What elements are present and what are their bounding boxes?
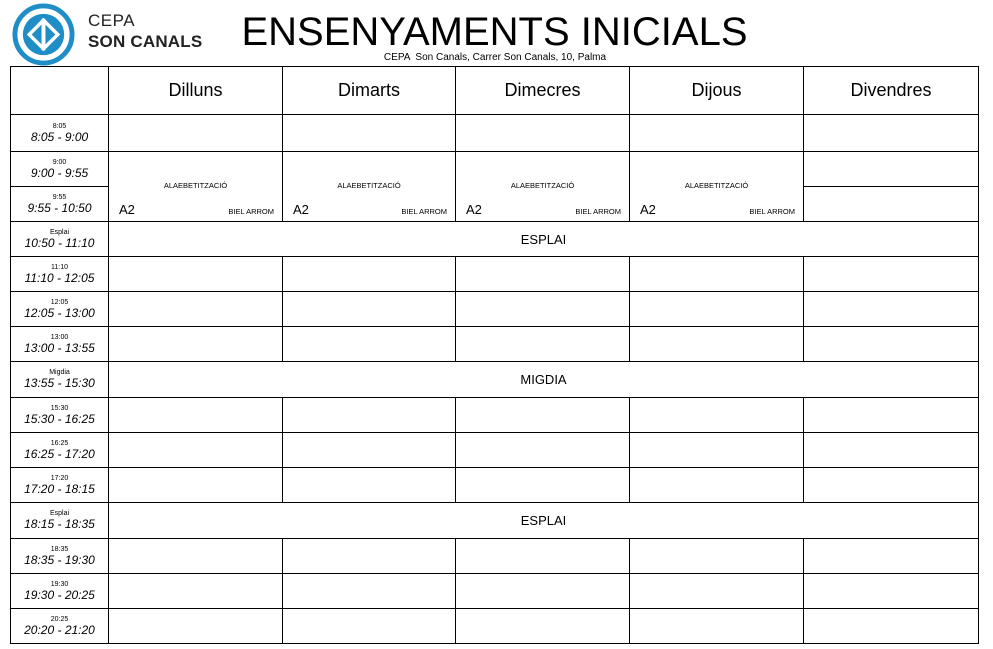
time-label-small: 11:10 xyxy=(51,263,68,271)
time-range: 17:20 - 18:15 xyxy=(24,481,95,496)
timetable-row xyxy=(11,574,979,609)
time-range: 12:05 - 13:00 xyxy=(24,305,95,320)
schedule-cell xyxy=(283,327,456,362)
timetable-row xyxy=(11,327,979,362)
time-range: 20:20 - 21:20 xyxy=(24,622,95,637)
schedule-cell xyxy=(283,468,456,503)
schedule-cell xyxy=(109,609,283,644)
break-band-migdia: MIGDIA xyxy=(109,362,979,398)
schedule-cell xyxy=(630,398,804,433)
time-label-small: 13:00 xyxy=(50,333,69,341)
schedule-cell xyxy=(804,468,979,503)
time-range: 19:30 - 20:25 xyxy=(24,587,95,602)
time-cell xyxy=(11,327,109,362)
schedule-cell xyxy=(283,257,456,292)
cepa-logo-icon xyxy=(12,3,75,66)
corner-cell xyxy=(11,67,109,115)
schedule-cell xyxy=(804,539,979,574)
page-title: ENSENYAMENTS INICIALS xyxy=(241,10,748,54)
class-group: A2 xyxy=(119,201,135,217)
schedule-cell xyxy=(630,539,804,574)
schedule-cell xyxy=(456,257,630,292)
time-range: 10:50 - 11:10 xyxy=(24,235,95,250)
class-teacher: BIEL ARROM xyxy=(401,206,447,216)
time-cell xyxy=(11,539,109,574)
time-cell xyxy=(11,222,109,257)
timetable-row xyxy=(11,609,979,644)
time-cell xyxy=(11,257,109,292)
schedule-cell xyxy=(109,574,283,609)
time-range: 8:05 - 9:00 xyxy=(30,129,89,144)
time-cell xyxy=(11,292,109,327)
timetable-row xyxy=(11,362,979,398)
class-cell-dilluns xyxy=(109,152,283,222)
time-range: 15:30 - 16:25 xyxy=(24,411,95,426)
day-header-dimarts: Dimarts xyxy=(283,67,456,115)
schedule-cell xyxy=(283,539,456,574)
class-cell-dimarts xyxy=(283,152,456,222)
schedule-cell xyxy=(283,292,456,327)
schedule-cell xyxy=(456,574,630,609)
timetable-row xyxy=(11,433,979,468)
time-label-small: 9:00 xyxy=(52,158,67,166)
time-cell xyxy=(11,503,109,539)
time-label-small: 17:20 xyxy=(50,474,69,482)
schedule-cell xyxy=(630,609,804,644)
schedule-cell xyxy=(283,609,456,644)
logo-line-son-canals: SON CANALS xyxy=(88,32,203,51)
class-subject: ALAEBETITZACIÓ xyxy=(510,180,575,190)
time-cell xyxy=(11,362,109,398)
schedule-cell xyxy=(804,327,979,362)
time-cell xyxy=(11,574,109,609)
timetable-row xyxy=(11,115,979,152)
time-label-small: Migdia xyxy=(49,369,70,376)
page-subtitle: CEPA Son Canals, Carrer Son Canals, 10, Palma xyxy=(383,52,607,63)
schedule-cell xyxy=(109,433,283,468)
schedule-cell xyxy=(456,468,630,503)
time-label-small: 18:35 xyxy=(50,545,69,553)
time-label-small: 15:30 xyxy=(50,404,69,412)
time-label-small: Esplai xyxy=(49,510,70,517)
schedule-cell xyxy=(109,398,283,433)
schedule-cell xyxy=(804,152,979,187)
schedule-cell xyxy=(109,468,283,503)
time-range: 13:55 - 15:30 xyxy=(24,376,95,390)
schedule-cell xyxy=(804,257,979,292)
schedule-cell xyxy=(109,115,283,152)
schedule-cell xyxy=(456,292,630,327)
day-header-dilluns: Dilluns xyxy=(109,67,283,115)
time-range: 18:15 - 18:35 xyxy=(24,517,95,531)
schedule-cell xyxy=(456,115,630,152)
class-subject: ALAEBETITZACIÓ xyxy=(163,180,228,190)
break-band-esplai-evening: ESPLAI xyxy=(109,503,979,539)
schedule-cell xyxy=(630,574,804,609)
day-header-dimecres: Dimecres xyxy=(456,67,630,115)
timetable-row xyxy=(11,539,979,574)
time-cell xyxy=(11,468,109,503)
time-cell xyxy=(11,115,109,152)
schedule-cell xyxy=(456,433,630,468)
break-band-esplai-morning: ESPLAI xyxy=(109,222,979,257)
time-cell xyxy=(11,187,109,222)
schedule-cell xyxy=(804,433,979,468)
timetable-row xyxy=(11,152,979,187)
logo-wordmark xyxy=(88,12,202,50)
day-header-divendres: Divendres xyxy=(804,67,979,115)
timetable-row xyxy=(11,503,979,539)
schedule-cell xyxy=(630,468,804,503)
schedule-cell xyxy=(283,398,456,433)
time-range: 16:25 - 17:20 xyxy=(24,446,95,461)
time-label-small: 20:25 xyxy=(50,615,69,623)
timetable-row xyxy=(11,468,979,503)
class-group: A2 xyxy=(466,201,482,217)
class-teacher: BIEL ARROM xyxy=(749,206,795,216)
timetable xyxy=(10,66,979,644)
class-cell-dimecres xyxy=(456,152,630,222)
time-label-small: 16:25 xyxy=(50,439,69,447)
time-cell xyxy=(11,609,109,644)
schedule-cell xyxy=(630,433,804,468)
schedule-cell xyxy=(456,539,630,574)
time-label-small: 12:05 xyxy=(50,298,69,306)
day-header-dijous: Dijous xyxy=(630,67,804,115)
class-group: A2 xyxy=(293,201,309,217)
schedule-cell xyxy=(283,433,456,468)
schedule-cell xyxy=(804,115,979,152)
schedule-cell xyxy=(456,327,630,362)
schedule-cell xyxy=(630,257,804,292)
schedule-cell xyxy=(804,187,979,222)
time-label-small: Esplai xyxy=(49,228,70,236)
schedule-cell xyxy=(456,398,630,433)
time-range: 13:00 - 13:55 xyxy=(24,340,95,355)
schedule-cell xyxy=(109,327,283,362)
time-label-small: 8:05 xyxy=(52,122,67,130)
schedule-cell xyxy=(109,257,283,292)
schedule-cell xyxy=(630,327,804,362)
schedule-cell xyxy=(804,398,979,433)
schedule-cell xyxy=(456,609,630,644)
timetable-row xyxy=(11,292,979,327)
schedule-cell xyxy=(804,609,979,644)
time-range: 9:00 - 9:55 xyxy=(30,165,89,180)
time-label-small: 9:55 xyxy=(52,193,67,201)
time-cell xyxy=(11,152,109,187)
time-range: 9:55 - 10:50 xyxy=(27,200,92,215)
schedule-cell xyxy=(630,292,804,327)
class-subject: ALAEBETITZACIÓ xyxy=(337,180,401,190)
schedule-cell xyxy=(283,115,456,152)
logo-line-cepa: CEPA xyxy=(88,11,136,30)
class-cell-dijous xyxy=(630,152,804,222)
timetable-row xyxy=(11,257,979,292)
schedule-cell xyxy=(804,292,979,327)
schedule-cell xyxy=(804,574,979,609)
schedule-cell xyxy=(109,539,283,574)
time-cell xyxy=(11,433,109,468)
schedule-cell xyxy=(630,115,804,152)
class-subject: ALAEBETITZACIÓ xyxy=(684,180,749,190)
schedule-cell xyxy=(283,574,456,609)
class-teacher: BIEL ARROM xyxy=(228,206,274,216)
class-group: A2 xyxy=(640,201,656,217)
time-cell xyxy=(11,398,109,433)
time-range: 11:10 - 12:05 xyxy=(24,270,95,285)
time-label-small: 19:30 xyxy=(50,580,69,588)
schedule-cell xyxy=(109,292,283,327)
time-range: 18:35 - 19:30 xyxy=(24,552,95,567)
timetable-row xyxy=(11,222,979,257)
class-teacher: BIEL ARROM xyxy=(575,206,621,216)
timetable-row xyxy=(11,398,979,433)
